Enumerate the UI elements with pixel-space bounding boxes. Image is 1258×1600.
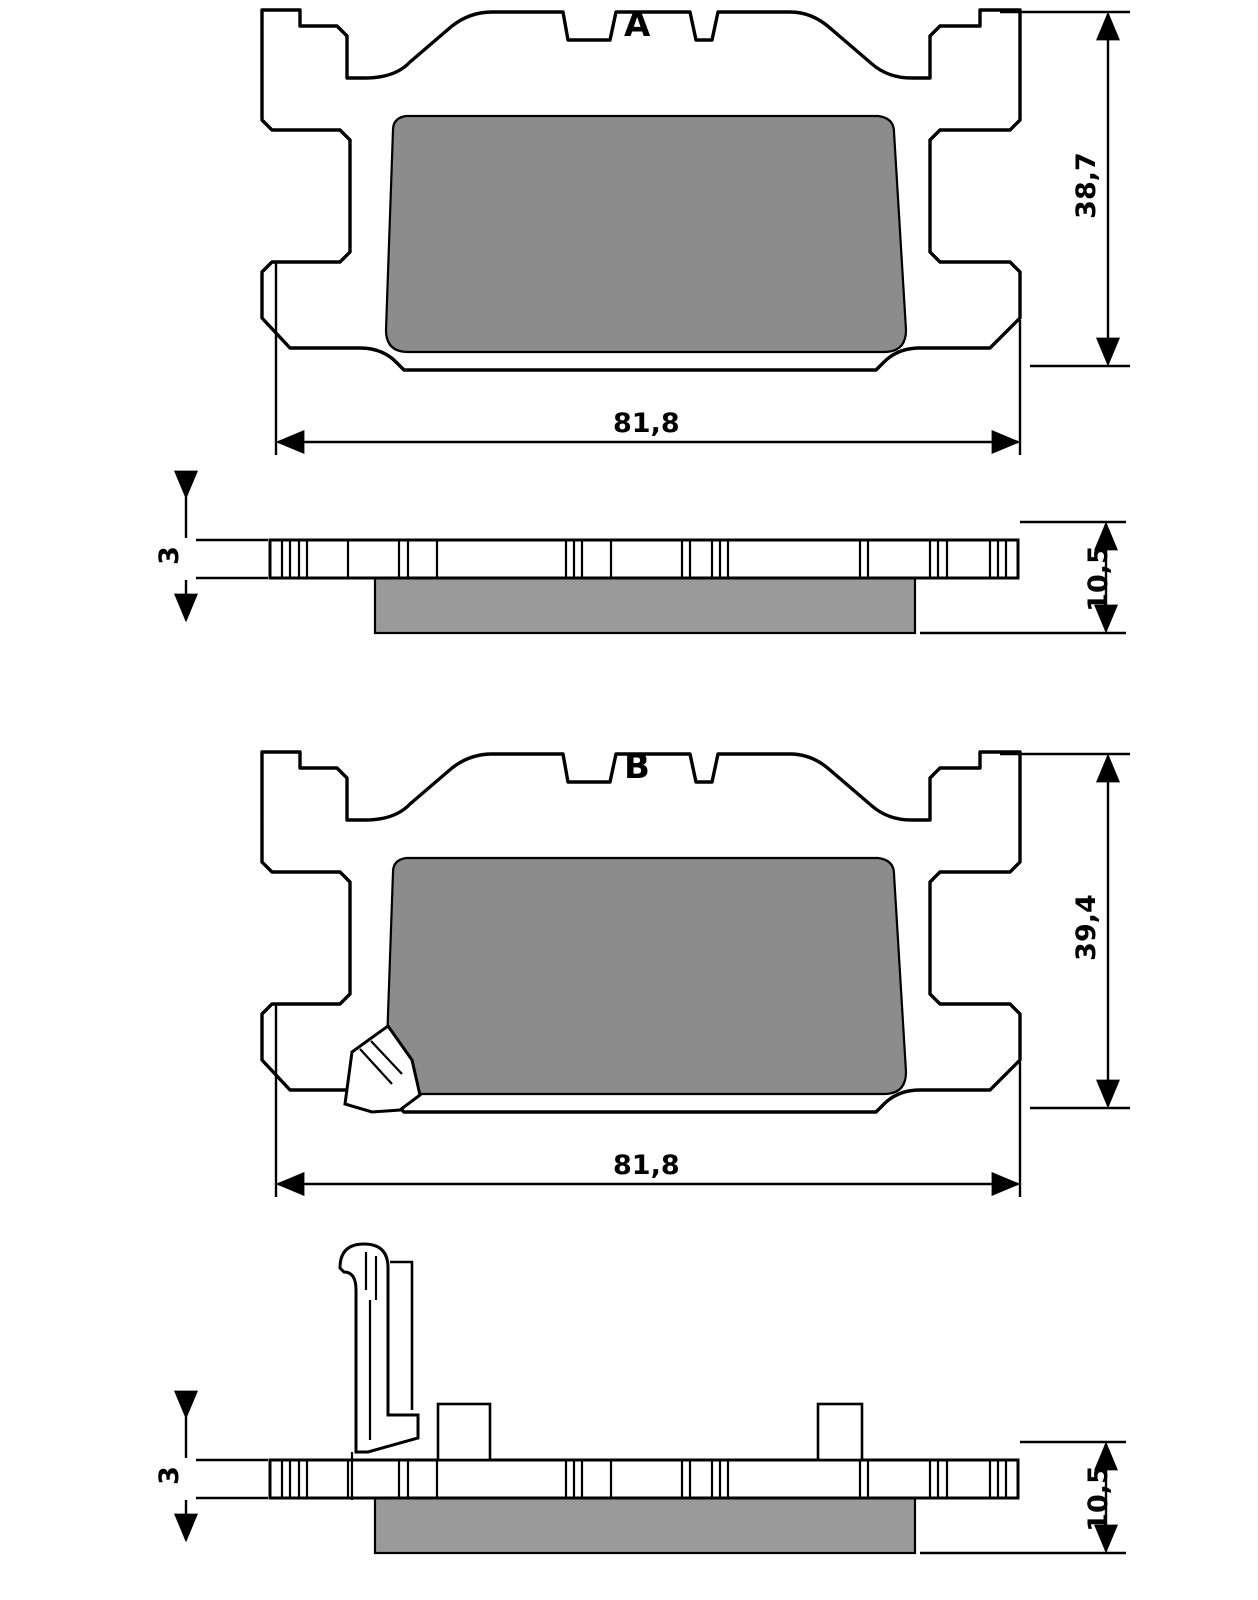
dimension-b-side-thickness xyxy=(186,1417,268,1540)
pad-b-friction-material xyxy=(386,858,906,1094)
view-a-title: A xyxy=(624,5,652,45)
dimension-b-width-label: 81,8 xyxy=(613,1150,680,1181)
dimension-a-side-thickness xyxy=(186,497,268,620)
pad-a-side-friction xyxy=(375,578,915,633)
pad-a-friction-material xyxy=(386,116,906,352)
dimension-b-height-label: 39,4 xyxy=(1070,894,1102,961)
dimension-a-side-thickness-label: 3 xyxy=(153,546,185,565)
dimension-a-height-label: 38,7 xyxy=(1070,152,1102,219)
dimension-a-side-total-label: 10,5 xyxy=(1082,545,1114,612)
pad-b-side-backing xyxy=(270,1460,1018,1498)
dimension-b-side-thickness-label: 3 xyxy=(153,1466,185,1485)
view-a-side xyxy=(186,497,1126,633)
pad-b-side-friction xyxy=(375,1498,915,1553)
view-b-plan xyxy=(262,752,1130,1197)
dimension-b-side-total-label: 10,5 xyxy=(1082,1465,1114,1532)
dimension-a-width-label: 81,8 xyxy=(613,408,680,439)
view-b-title: B xyxy=(624,747,651,787)
pad-a-side-backing xyxy=(270,540,1018,578)
view-b-side xyxy=(186,1244,1126,1553)
view-a-plan xyxy=(262,10,1130,455)
pad-b-side-retaining-nubs xyxy=(438,1404,862,1460)
